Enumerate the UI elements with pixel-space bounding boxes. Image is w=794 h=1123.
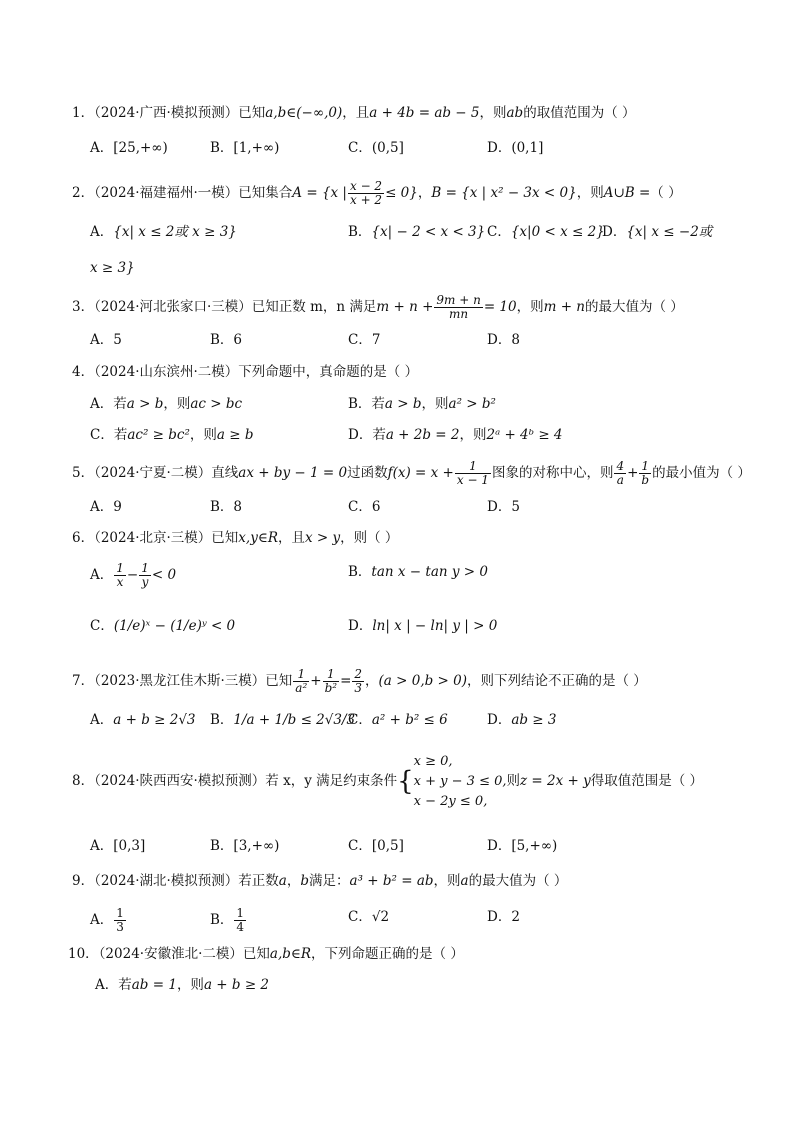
options-row <box>90 561 754 589</box>
option-d[interactable]: D．5 <box>487 499 520 515</box>
question-1 <box>72 103 754 123</box>
question-10 <box>68 944 754 964</box>
question-5 <box>72 460 754 487</box>
question-8 <box>72 750 754 812</box>
option-c[interactable]: C．{x|0 < x ≤ 2} <box>487 224 605 240</box>
question-stem: 2．（2024·福建福州·一模）已知集合A = {x | $\frac{x - 2}{x + 2}$ ≤ 0}，B = {x | x² − 3x < 0}，则A∪B =（ ） <box>72 179 682 207</box>
options-row <box>95 975 754 997</box>
option-d-continued: x ≥ 3} <box>90 260 135 276</box>
question-stem: 8．（2024·陕西西安·模拟预测）若 x，y 满足约束条件{ x ≥ 0, x + y − 3 ≤ 0, x − 2y ≤ 0, 则z = 2x + y得取值范围是（ ） <box>72 750 754 812</box>
options-row <box>90 394 754 416</box>
options-row <box>90 710 754 732</box>
option-a[interactable]: A． $\frac{1}{3}$ <box>90 906 124 934</box>
question-4 <box>72 362 754 382</box>
fraction: $\frac{1}{4}$ <box>236 906 245 934</box>
question-stem: 9．（2024·湖北·模拟预测）若正数a，b满足：a³ + b² = ab，则a的最大值为（ ） <box>72 873 568 889</box>
option-c[interactable]: C．6 <box>348 499 381 515</box>
option-d[interactable]: D．8 <box>487 332 520 348</box>
fraction: $\frac{1}{b}$ <box>641 459 650 487</box>
option-a[interactable]: A．[25,+∞) <box>90 140 168 156</box>
option-a[interactable]: A．若a > b，则ac > bc <box>90 396 243 412</box>
options-row <box>90 836 754 858</box>
fraction: $\frac{1}{3}$ <box>116 906 124 934</box>
option-b[interactable]: B．6 <box>210 332 243 348</box>
question-stem: 3．（2024·河北张家口·三模）已知正数 m，n 满足m + n + $\frac{9m + n}{mn}$ = 10，则m + n的最大值为（ ） <box>72 293 684 321</box>
option-b[interactable]: B．tan x − tan y > 0 <box>348 564 488 580</box>
option-a[interactable]: A．若ab = 1，则a + b ≥ 2 <box>95 977 270 993</box>
option-a[interactable]: A．a + b ≥ 2√3 <box>90 712 196 728</box>
option-b[interactable]: B．{x| − 2 < x < 3} <box>348 224 486 240</box>
constraint-system: x ≥ 0, x + y − 3 ≤ 0, x − 2y ≤ 0, <box>413 753 507 809</box>
fraction: $\frac{1}{\text{a²}}$ <box>295 667 308 695</box>
question-2 <box>72 180 754 207</box>
option-c[interactable]: C．a² + b² ≤ 6 <box>348 712 448 728</box>
question-stem: 5．（2024·宁夏·二模）直线ax + by − 1 = 0过函数f(x) = x + $\frac{1}{x - 1}$ 图象的对称中心，则 $\frac{4}{a}$ + $\frac{1}{b}$ 的最小值为（ ） <box>72 459 751 487</box>
option-c[interactable]: C．√2 <box>348 909 390 925</box>
option-b[interactable]: B．1/a + 1/b ≤ 2√3/3 <box>210 712 356 728</box>
question-stem: 6．（2024·北京·三模）已知x,y∈R，且x > y，则（ ） <box>72 530 399 546</box>
option-b[interactable]: B．[1,+∞) <box>210 140 280 156</box>
options-row <box>90 906 754 934</box>
question-stem: 10．（2024·安徽淮北·二模）已知a,b∈R，下列命题正确的是（ ） <box>68 946 464 962</box>
option-b[interactable]: B． $\frac{1}{4}$ <box>210 906 245 934</box>
option-d[interactable]: D．{x| x ≤ −2或 <box>602 224 713 240</box>
option-b[interactable]: B．[3,+∞) <box>210 838 280 854</box>
fraction: $\frac{4}{a}$ <box>616 459 625 487</box>
option-a[interactable]: A．[0,3] <box>90 838 146 854</box>
left-brace: { <box>397 766 414 797</box>
options-row-wrap <box>90 258 754 280</box>
fraction: $\frac{9m + n}{mn}$ <box>436 293 481 321</box>
question-stem: 1．（2024·广西·模拟预测）已知a,b∈(−∞,0)，且a + 4b = ab − 5，则ab的取值范围为（ ） <box>72 105 636 121</box>
option-c[interactable]: C．(0,5] <box>348 140 404 156</box>
option-c[interactable]: C．(1/e)ˣ − (1/e)ʸ < 0 <box>90 618 236 634</box>
options-row <box>90 616 754 638</box>
question-3 <box>72 294 754 321</box>
options-row <box>90 497 754 519</box>
option-c[interactable]: C．7 <box>348 332 381 348</box>
options-row <box>90 330 754 352</box>
fraction: $\frac{1}{y}$ <box>141 561 149 589</box>
options-row <box>90 222 754 244</box>
option-a[interactable]: A．{x| x ≤ 2或 x ≥ 3} <box>90 224 237 240</box>
option-d[interactable]: D．(0,1] <box>487 140 544 156</box>
option-d[interactable]: D．若a + 2b = 2，则2ᵃ + 4ᵇ ≥ 4 <box>348 427 563 443</box>
fraction: $\frac{1}{\text{b²}}$ <box>324 667 338 695</box>
fraction: $\frac{2}{3}$ <box>354 667 363 695</box>
question-9 <box>72 871 754 891</box>
fraction: $\frac{1}{x - 1}$ <box>456 459 489 487</box>
question-stem: 4．（2024·山东滨州·二模）下列命题中，真命题的是（ ） <box>72 364 419 380</box>
fraction: $\frac{1}{x}$ <box>116 561 124 589</box>
option-a[interactable]: A．9 <box>90 499 122 515</box>
option-d[interactable]: D．ln| x | − ln| y | > 0 <box>348 618 498 634</box>
option-c[interactable]: C．若ac² ≥ bc²，则a ≥ b <box>90 427 254 443</box>
question-stem: 7．（2023·黑龙江佳木斯·三模）已知 $\frac{1}{\text{a²}}$ + $\frac{1}{\text{b²}}$ = $\frac{2}{3}$ ，(a > 0,b > 0)，则下列结论不正确的是（ ） <box>72 667 647 695</box>
option-d[interactable]: D．ab ≥ 3 <box>487 712 557 728</box>
option-b[interactable]: B．若a > b，则a² > b² <box>348 396 496 412</box>
option-a[interactable]: A． $\frac{1}{x}$ − $\frac{1}{y}$ < 0 <box>90 561 177 589</box>
options-row <box>90 425 754 447</box>
option-d[interactable]: D．[5,+∞) <box>487 838 558 854</box>
option-a[interactable]: A．5 <box>90 332 122 348</box>
option-b[interactable]: B．8 <box>210 499 243 515</box>
question-6 <box>72 528 754 548</box>
options-row <box>90 138 754 160</box>
option-c[interactable]: C．[0,5] <box>348 838 404 854</box>
question-7 <box>72 668 754 695</box>
fraction: $\frac{x - 2}{x + 2}$ <box>349 179 383 207</box>
option-d[interactable]: D．2 <box>487 909 520 925</box>
